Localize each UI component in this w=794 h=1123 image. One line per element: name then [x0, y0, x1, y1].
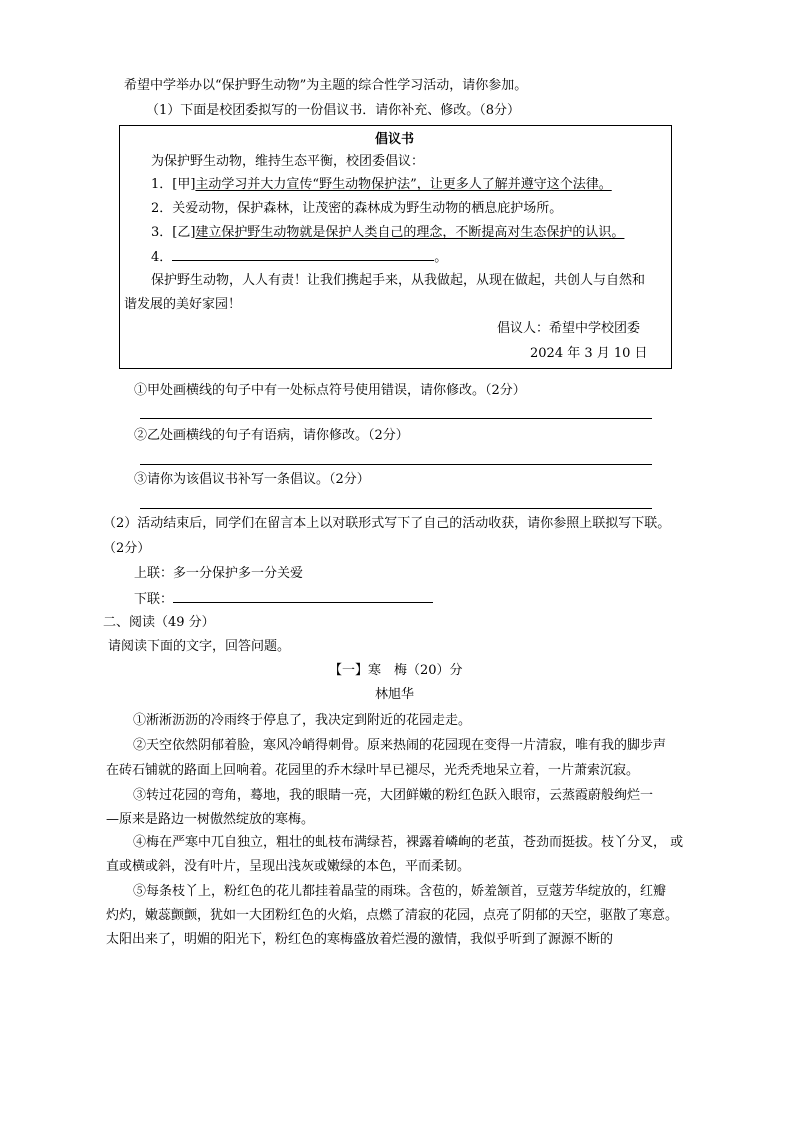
reading-instruction: 请阅读下面的文字，回答问题。 — [108, 639, 291, 654]
sub-question-3: ③请你为该倡议书补写一条倡议。（2分） — [134, 472, 370, 487]
question-2-line-1: （2）活动结束后，同学们在留言本上以对联形式写下了自己的活动收获，请你参照上联拟写下联。 — [103, 516, 671, 531]
underlined-sentence-jia: 主动学习并大力宣传“野生动物保护法”，让更多人了解并遵守这个法律。 — [195, 177, 612, 192]
paragraph-2-line-1: ②天空依然阴郁着脸，寒风冷峭得刺骨。原来热闹的花园现在变得一片清寂，唯有我的脚步声 — [133, 738, 667, 753]
paragraph-1: ①淅淅沥沥的冷雨终于停息了，我决定到附近的花园走走。 — [133, 713, 472, 728]
paragraph-5-line-1: ⑤每条枝丫上，粉红色的花儿都挂着晶莹的雨珠。含苞的，娇羞颔首，豆蔻芳华绽放的，红瓣 — [133, 884, 667, 899]
proposal-title: 倡议书 — [375, 132, 415, 147]
proposal-closing-2: 谐发展的美好家园！ — [124, 297, 242, 312]
proposal-item-3 — [151, 224, 624, 242]
paragraph-5-line-2: 灼灼，嫩蕊颤颤，犹如一大团粉红色的火焰，点燃了清寂的花园，点亮了阴郁的天空，驱散了寒意。 — [106, 908, 679, 923]
couplet-lower-label: 下联： — [134, 592, 174, 607]
proposal-opening: 为保护野生动物，维持生态平衡，校团委倡议： — [151, 154, 425, 169]
intro-text: 希望中学举办以“保护野生动物”为主题的综合性学习活动，请你参加。 — [124, 78, 528, 93]
answer-line-2[interactable] — [140, 464, 652, 465]
paragraph-5-line-3: 太阳出来了，明媚的阳光下，粉红色的寒梅盛放着烂漫的激情，我似乎听到了源源不断的 — [106, 932, 614, 947]
proposal-date: 2024 年 3 月 10 日 — [530, 346, 648, 361]
answer-line-1[interactable] — [140, 418, 652, 419]
sub-question-1: ①甲处画横线的句子中有一处标点符号使用错误，请你修改。（2分） — [134, 383, 526, 398]
item-4-number: 4． — [151, 250, 173, 265]
article-author: 林旭华 — [375, 687, 415, 702]
proposal-closing-1: 保护野生动物，人人有责！让我们携起手来，从我做起，从现在做起，共创人与自然和 — [151, 273, 646, 288]
couplet-upper: 上联：多一分保护多一分关爱 — [134, 566, 304, 581]
answer-line-3[interactable] — [140, 508, 652, 509]
item-4-period: 。 — [434, 250, 448, 265]
paragraph-4-line-2: 直或横或斜，没有叶片，呈现出浅灰或嫩绿的本色，平而柔韧。 — [106, 859, 471, 874]
paragraph-4-line-1: ④梅在严寒中兀自独立，粗壮的虬枝布满绿苔，裸露着嶙峋的老茧，苍劲而挺拔。枝丫分叉， 或 — [133, 835, 684, 850]
mark-jia: 1．[甲] — [151, 177, 196, 192]
couplet-lower — [134, 590, 433, 609]
underlined-sentence-yi: 建立保护野生动物就是保护人类自己的理念，不断提高对生态保护的认识。 — [195, 225, 625, 240]
paragraph-3-line-1: ③转过花园的弯角，蓦地，我的眼睛一亮，大团鲜嫩的粉红色跃入眼帘，云蒸霞蔚般绚烂一 — [133, 788, 654, 803]
article-title: 【一】寒 梅（20）分 — [329, 663, 463, 678]
item-4-blank[interactable] — [172, 248, 434, 261]
paragraph-3-line-2: —原来是路边一树傲然绽放的寒梅。 — [106, 812, 315, 827]
proposal-item-4 — [151, 248, 447, 267]
paragraph-2-line-2: 在砖石铺就的路面上回响着。花园里的乔木绿叶早已褪尽，光秃秃地呆立着，一片萧索沉寂。 — [106, 763, 640, 778]
couplet-lower-blank[interactable] — [173, 590, 433, 603]
question-1: （1）下面是校团委拟写的一份倡议书．请你补充、修改。（8分） — [146, 103, 521, 118]
proposal-item-2: 2．关爱动物，保护森林，让茂密的森林成为野生动物的栖息庇护场所。 — [151, 201, 563, 216]
section-2-heading: 二、阅读（49 分） — [103, 615, 215, 630]
proposal-item-1 — [151, 176, 612, 194]
mark-yi: 3．[乙] — [151, 225, 196, 240]
proposal-signer: 倡议人：希望中学校团委 — [497, 321, 641, 336]
question-2-line-2: （2分） — [103, 541, 151, 556]
sub-question-2: ②乙处画横线的句子有语病，请你修改。（2分） — [134, 428, 409, 443]
